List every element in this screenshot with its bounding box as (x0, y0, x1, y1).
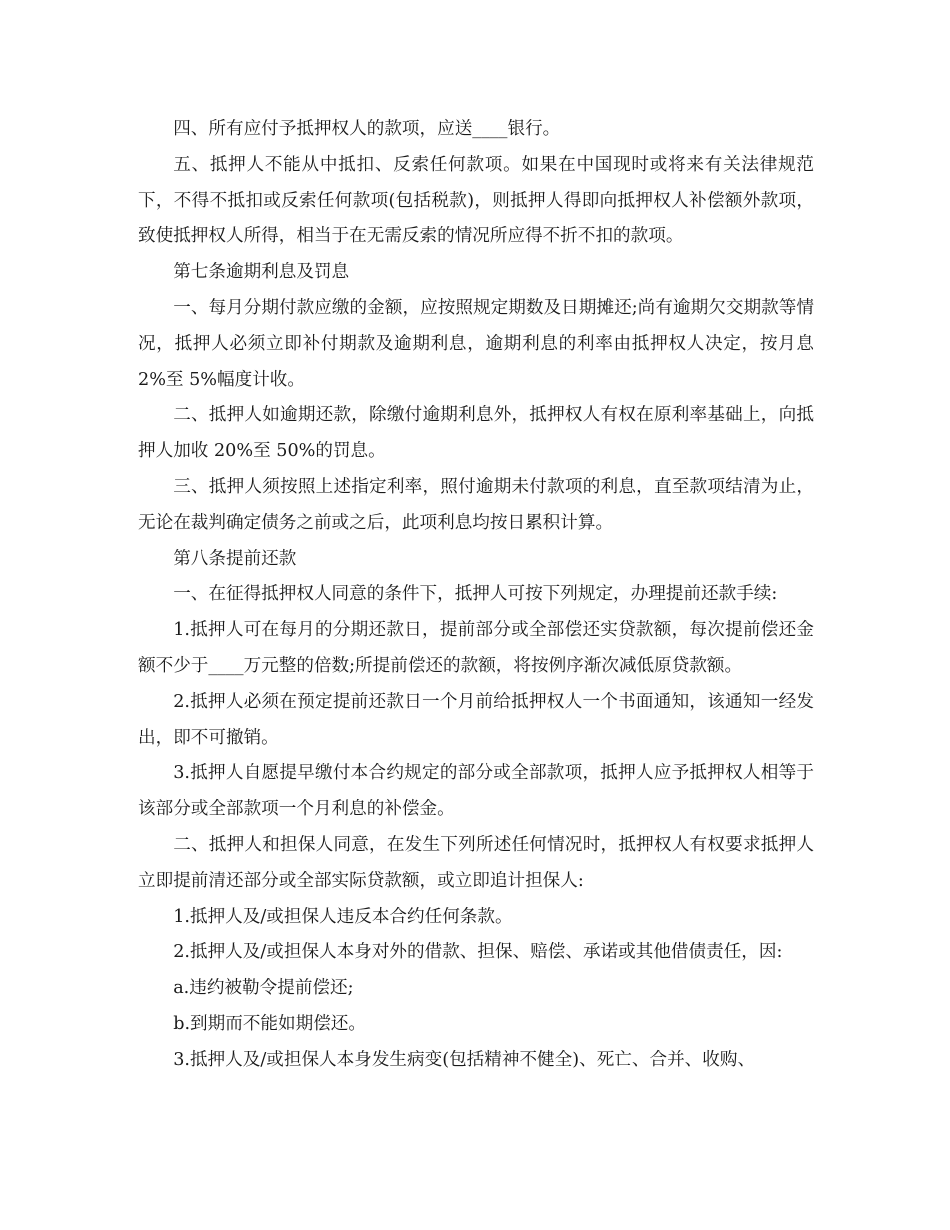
paragraph-article-7-1: 一、每月分期付款应缴的金额，应按照规定期数及日期摊还;尚有逾期欠交期款等情况，抵押人必须立即补付期款及逾期利息，逾期利息的利率由抵押权人决定，按月息 2%至 5%幅度计收。 (138, 297, 814, 390)
paragraph-article-7-3: 三、抵押人须按照上述指定利率，照付逾期未付款项的利息，直至款项结清为止，无论在裁判确定债务之前或之后，此项利息均按日累积计算。 (138, 476, 814, 533)
article-7-heading: 第七条逾期利息及罚息 (173, 262, 350, 283)
paragraph-article-8-1-3: 3.抵押人自愿提早缴付本合约规定的部分或全部款项，抵押人应予抵押权人相等于该部分或全部款项一个月利息的补偿金。 (138, 763, 814, 820)
paragraph-article-7-2: 二、抵押人如逾期还款，除缴付逾期利息外，抵押权人有权在原利率基础上，向抵押人加收 20%至 50%的罚息。 (138, 405, 814, 462)
paragraph-article-8-1-1: 1.抵押人可在每月的分期还款日，提前部分或全部偿还实贷款额，每次提前偿还金额不少于____万元整的倍数;所提前偿还的款额，将按例序渐次减低原贷款额。 (138, 620, 814, 676)
paragraph-article-8-2-3: 3.抵押人及/或担保人本身发生病变(包括精神不健全)、死亡、合并、收购、 (173, 1049, 756, 1070)
paragraph-article-8-2-2: 2.抵押人及/或担保人本身对外的借款、担保、赔偿、承诺或其他借债责任，因: (173, 942, 783, 963)
paragraph-article-8-2-1: 1.抵押人及/或担保人违反本合约任何条款。 (173, 906, 513, 927)
paragraph-clause-5: 五、抵押人不能从中抵扣、反索任何款项。如果在中国现时或将来有关法律规范下，不得不抵扣或反索任何款项(包括税款)，则抵押人得即向抵押权人补偿额外款项，致使抵押权人所得，相当于在无需反索的情况所应得不折不扣的款项。 (138, 154, 814, 247)
paragraph-article-8-1: 一、在征得抵押权人同意的条件下，抵押人可按下列规定，办理提前还款手续: (173, 584, 778, 605)
article-8-heading: 第八条提前还款 (173, 548, 297, 569)
paragraph-clause-4: 四、所有应付予抵押权人的款项，应送____银行。 (173, 119, 561, 139)
paragraph-article-8-1-2: 2.抵押人必须在预定提前还款日一个月前给抵押权人一个书面通知，该通知一经发出，即不可撤销。 (138, 691, 814, 748)
document-body (138, 112, 814, 1079)
paragraph-article-8-2: 二、抵押人和担保人同意，在发生下列所述任何情况时，抵押权人有权要求抵押人立即提前清还部分或全部实际贷款额，或立即追计担保人: (138, 834, 814, 891)
paragraph-article-8-2-2-a: a.违约被勒令提前偿还; (173, 978, 354, 999)
paragraph-article-8-2-2-b: b.到期而不能如期偿还。 (173, 1013, 366, 1034)
